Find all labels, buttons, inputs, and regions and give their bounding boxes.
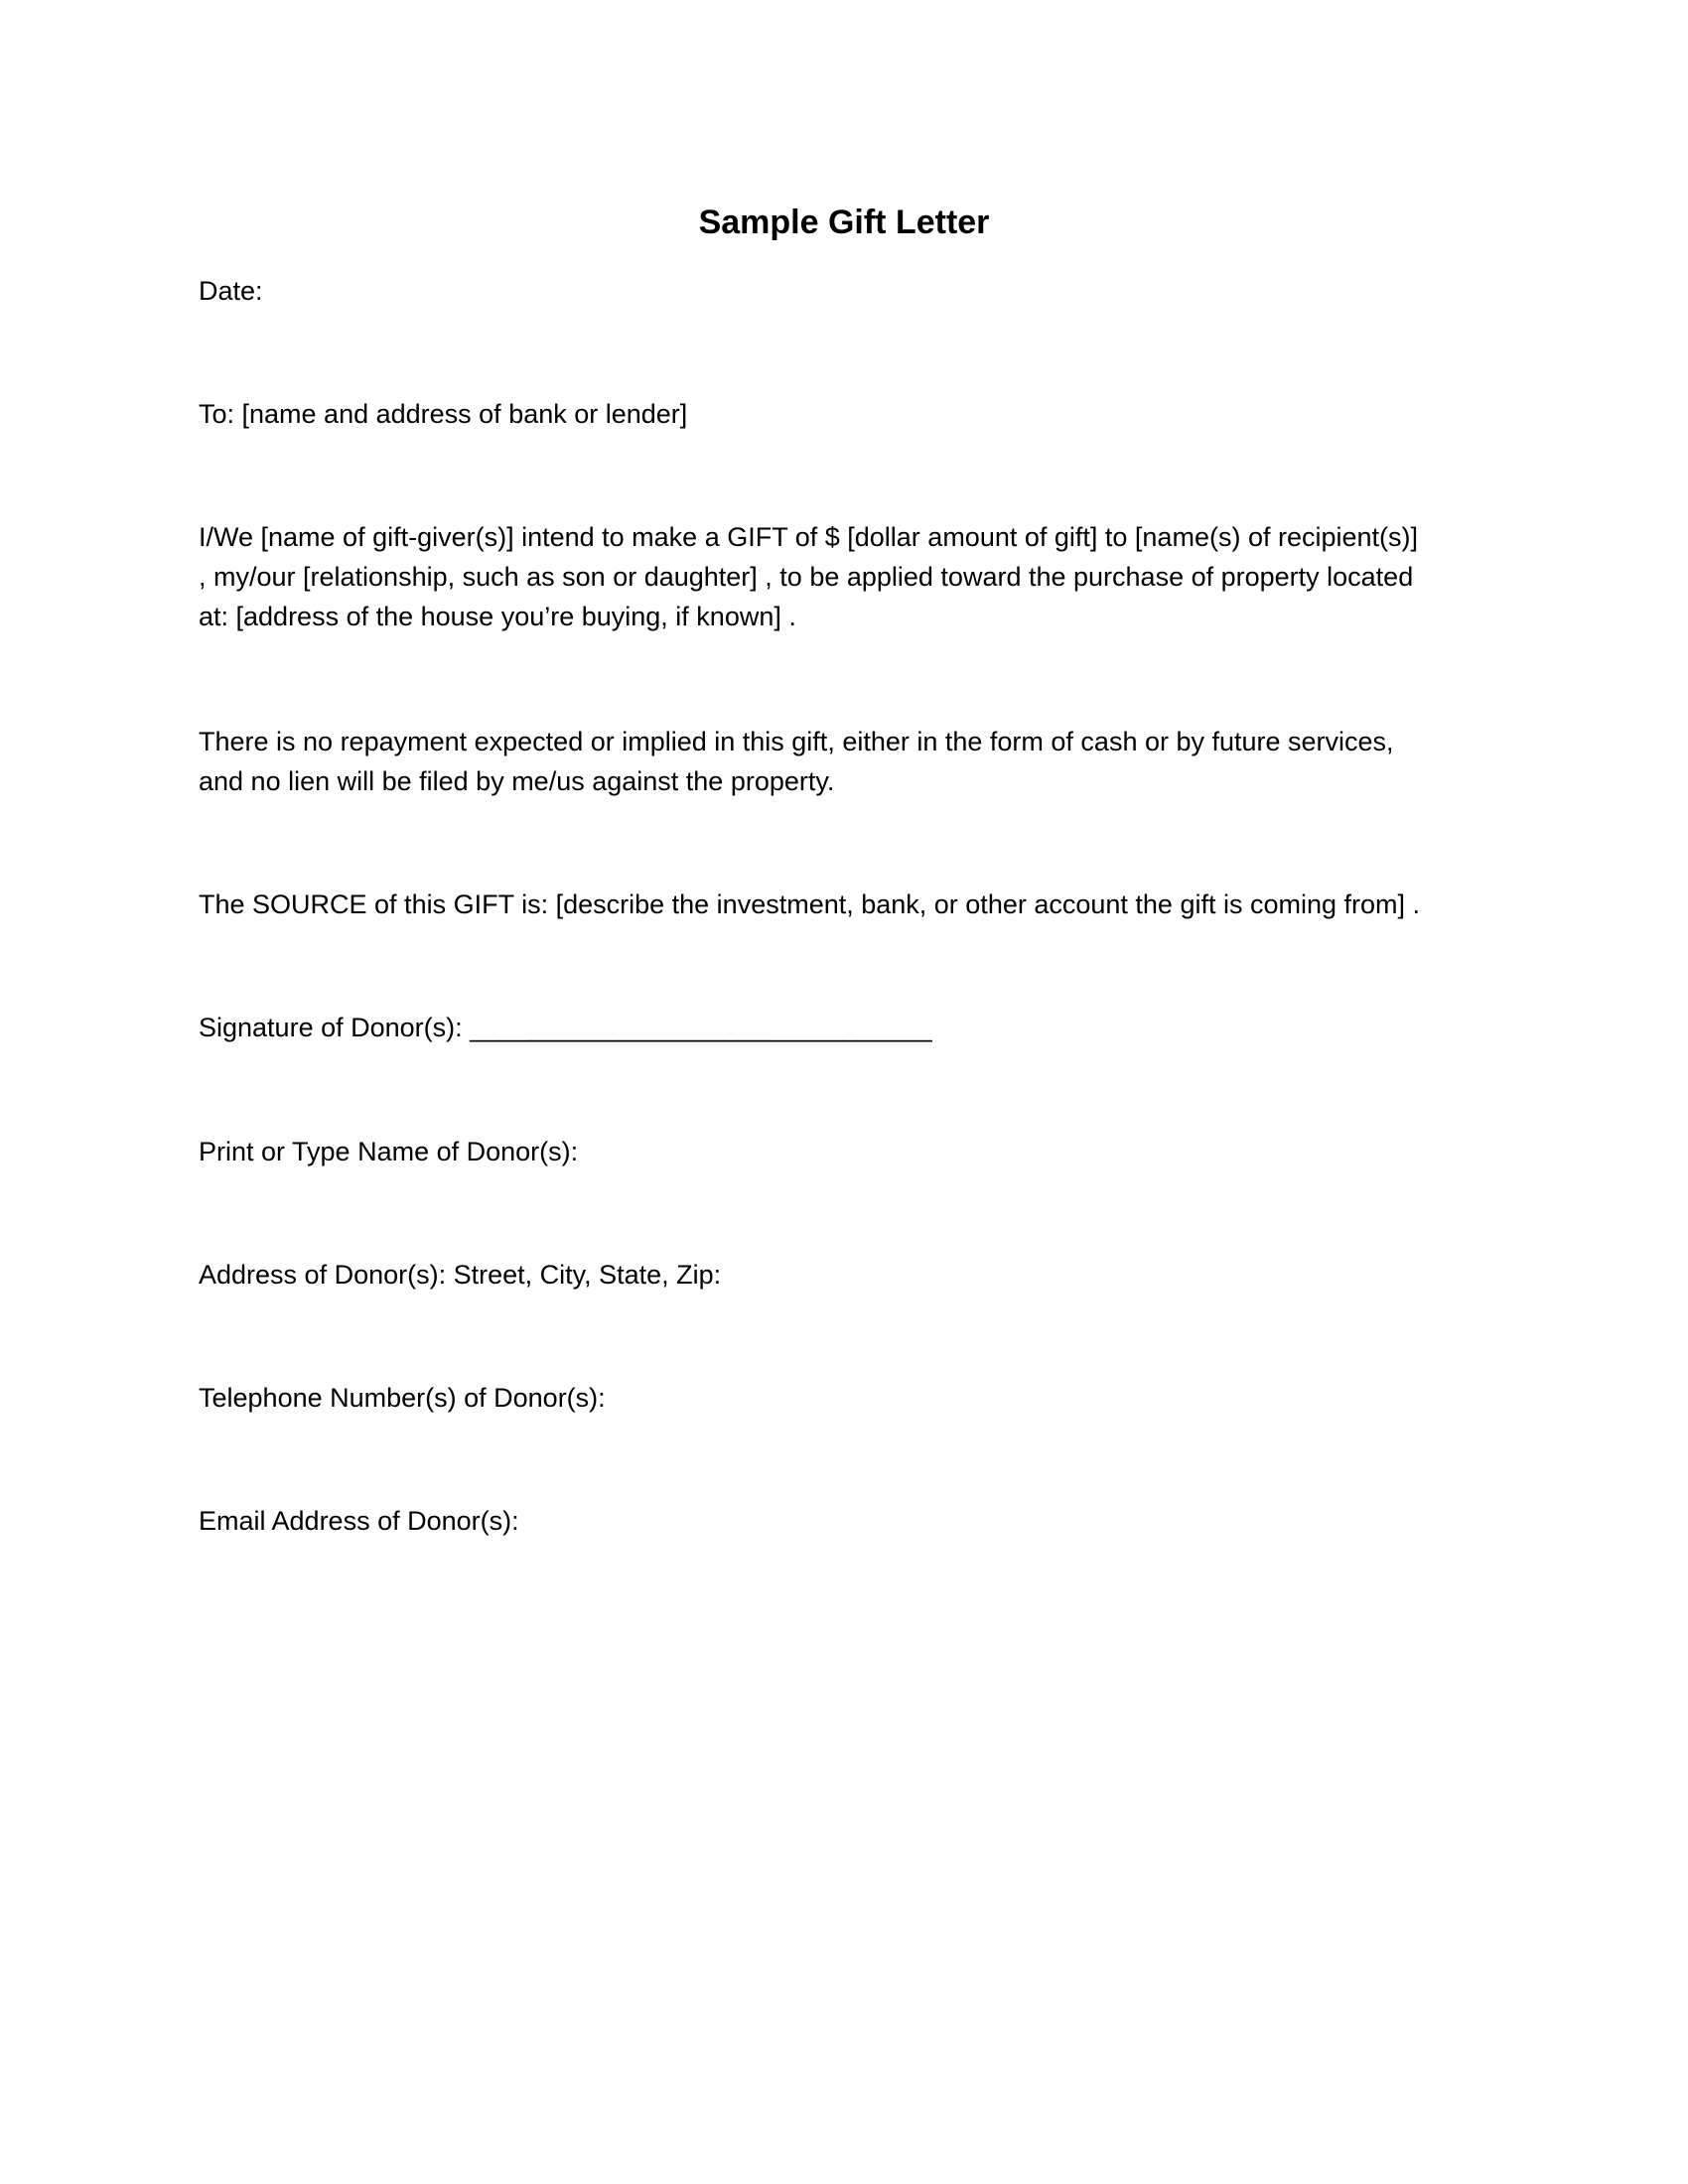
print-name-label: Print or Type Name of Donor(s):	[199, 1137, 579, 1166]
gift-paragraph-line: I/We [name of gift-giver(s)] intend to make a GIFT of $ [dollar amount of gift] to [name(s) of recipient(s)]	[199, 522, 1418, 552]
repayment-paragraph-line: and no lien will be filed by me/us against the property.	[199, 766, 835, 796]
page-title: Sample Gift Letter	[698, 204, 990, 241]
to-line: To: [name and address of bank or lender]	[199, 399, 688, 429]
gift-paragraph-line: at: [address of the house you’re buying, if known] .	[199, 602, 796, 631]
signature-line: Signature of Donor(s): _______________________________	[199, 1013, 932, 1042]
address-label: Address of Donor(s): Street, City, State, Zip:	[199, 1260, 722, 1290]
source-line: The SOURCE of this GIFT is: [describe the investment, bank, or other account the gift is coming from] .	[199, 889, 1421, 919]
email-label: Email Address of Donor(s):	[199, 1506, 519, 1536]
repayment-paragraph	[199, 722, 1489, 801]
gift-paragraph-line: , my/our [relationship, such as son or daughter] , to be applied toward the purchase of property located	[199, 562, 1414, 592]
gift-paragraph	[199, 517, 1489, 636]
repayment-paragraph-line: There is no repayment expected or implied in this gift, either in the form of cash or by future services,	[199, 727, 1394, 756]
telephone-label: Telephone Number(s) of Donor(s):	[199, 1383, 606, 1413]
date-label: Date:	[199, 276, 263, 306]
